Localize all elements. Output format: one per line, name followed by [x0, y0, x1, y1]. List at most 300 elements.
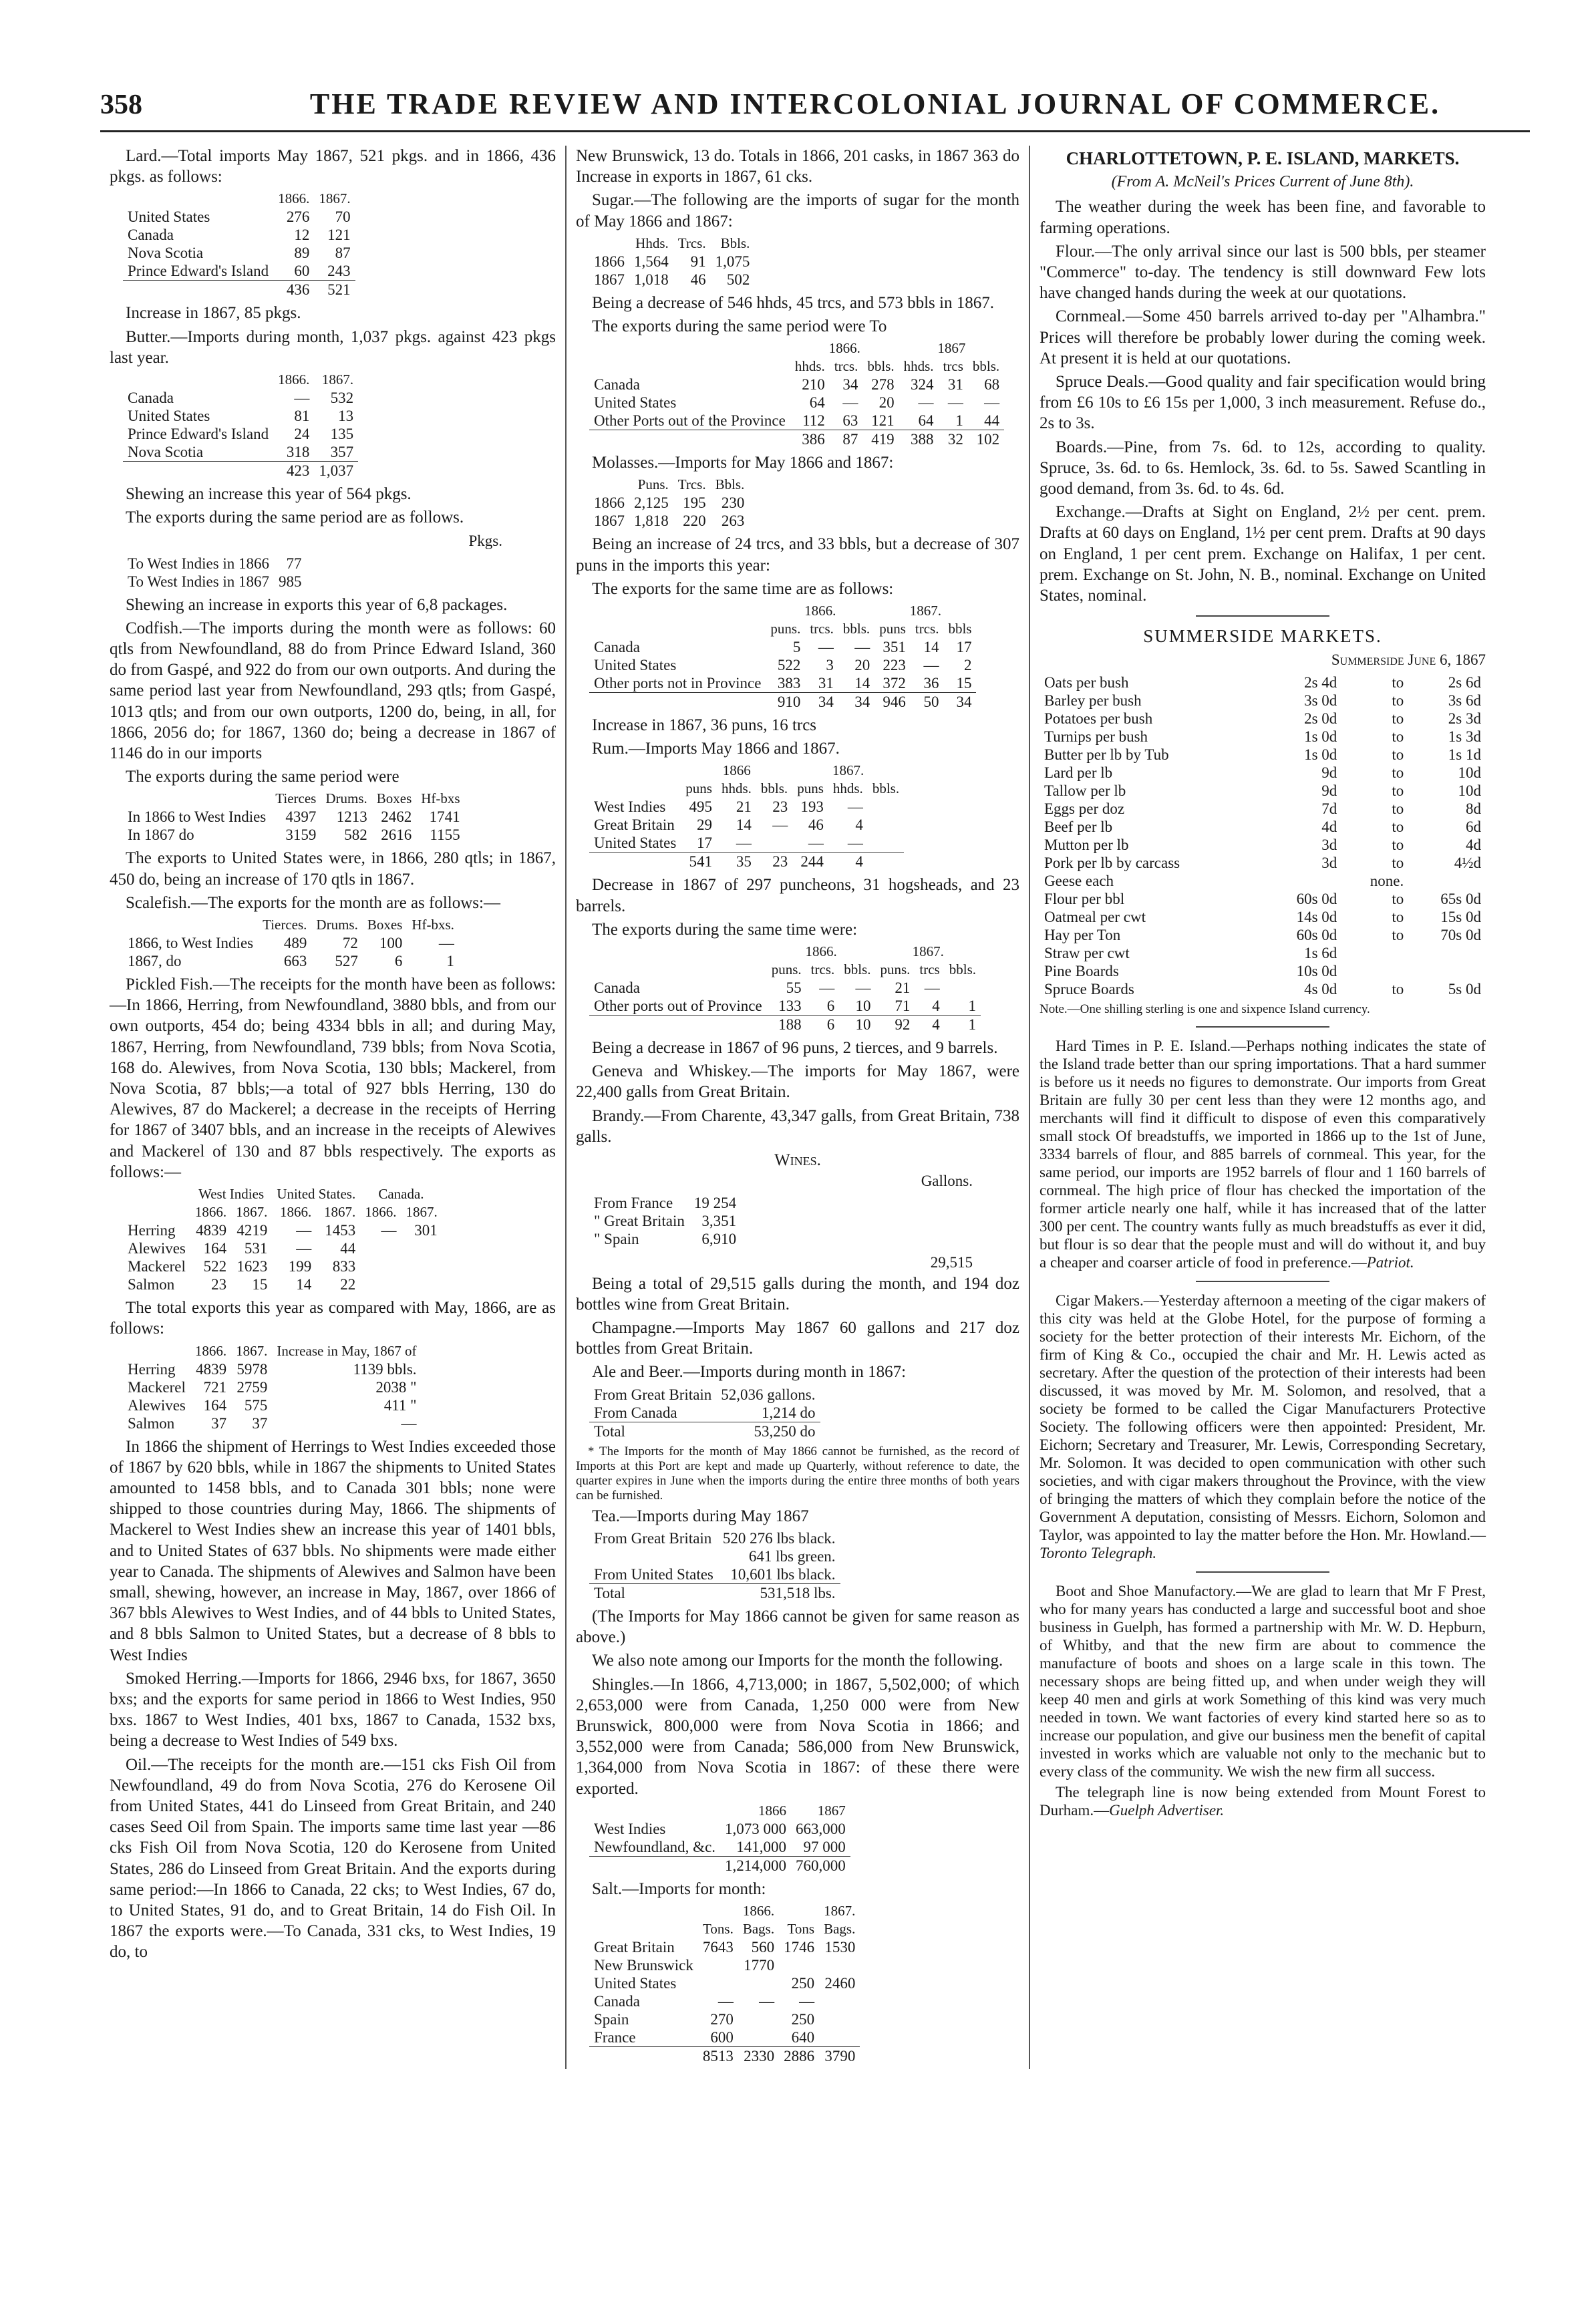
table-row [589, 1820, 850, 1838]
table-header [123, 190, 355, 208]
table-row-cell: Canada [594, 1992, 640, 2010]
table-group-header [589, 602, 976, 620]
table-row-cell: Pork per lb by carcass [1044, 854, 1180, 871]
table-row-cell: 23 [211, 1276, 227, 1293]
table-row [1040, 818, 1486, 836]
table-header [589, 1802, 850, 1820]
table-row-cell: Barley per bush [1044, 691, 1142, 709]
table-row [1040, 691, 1486, 710]
table-total [589, 2046, 860, 2065]
table-row-cell: 100 [379, 935, 403, 952]
table-header-cell: Drums. [325, 790, 367, 807]
table-row-cell: — [799, 1992, 815, 2010]
table-row-cell: Canada [128, 390, 174, 407]
table-row-cell: United States [594, 394, 677, 412]
table-row-cell: 243 [327, 263, 351, 280]
table-row-cell: 560 [751, 1938, 775, 1956]
table-row-cell: From Great Britain [594, 1529, 712, 1547]
table-row-cell: 2462 [381, 808, 412, 826]
table-row-cell: 2616 [381, 826, 412, 844]
wines-title: Wines. [774, 1151, 821, 1170]
table-header-cell: hhds. [794, 358, 825, 375]
table-row-cell: 220 [683, 512, 706, 530]
table-row-cell: Lard per lb [1044, 764, 1113, 781]
table-total-cell: 2886 [779, 2046, 819, 2065]
table-row-cell: 1530 [824, 1938, 856, 1956]
table-row-cell [868, 834, 904, 853]
sugar-decrease: Being a decrease of 546 hhds, 45 trcs, and 573 bbls in 1867. [592, 293, 994, 312]
table-row-cell: to [1392, 926, 1404, 943]
table-row-cell: Turnips per bush [1044, 728, 1148, 745]
table-row-cell: Other ports out of Province [594, 997, 762, 1015]
table-total [123, 462, 358, 480]
table-header-cell [123, 916, 258, 934]
table-total-cell: Total [589, 1422, 716, 1440]
table-row-cell: 2s 4d [1304, 673, 1337, 691]
table-total-cell: 423 [273, 462, 314, 480]
summerside-note: Note.—One shilling sterling is one and sixpence Island currency. [1040, 1001, 1370, 1016]
table-total [589, 430, 1004, 449]
table-row [123, 1275, 442, 1293]
table-total-cell: 3790 [819, 2046, 860, 2065]
table-row-cell [698, 1956, 738, 1974]
table-row-cell: 21 [736, 798, 752, 816]
rum-exports-decrease: Being a decrease in 1867 of 96 puns, 2 tierces, and 9 barrels. [592, 1039, 998, 1058]
cornmeal-paragraph: Cornmeal.—Some 450 barrels arrived to-day per "Alhambra." Prices will therefore be probably lower during the coming week. At present it is held at our quotations. [1040, 307, 1486, 367]
table-row [1040, 872, 1486, 890]
table-row-cell: none. [1370, 872, 1404, 889]
wines-paragraph: Being a total of 29,515 galls during the month, and 194 doz bottles wine from Great Britain. [576, 1274, 1019, 1313]
table-row [589, 494, 749, 512]
table-row-cell: 89 [294, 245, 310, 262]
table-header-cell: Boxes [367, 917, 403, 933]
table-row-cell: Other Ports out of the Province [594, 412, 786, 430]
table-total-cell: 6 [806, 1016, 840, 1034]
table-row-cell: 2038 " [375, 1378, 417, 1396]
table-row-cell: to [1392, 854, 1404, 871]
hard-times-source: Patriot. [1366, 1253, 1414, 1271]
table-row [589, 638, 976, 656]
table-row-cell: 13 [338, 408, 354, 425]
table-row-cell [360, 1257, 401, 1275]
column-middle [565, 146, 1030, 2069]
table-row [589, 1230, 741, 1248]
table-row-cell: 10d [1458, 764, 1481, 781]
table-row-cell: 1 [968, 997, 976, 1015]
table-row-cell: Canada [594, 376, 640, 394]
table-total-cell: 910 [766, 693, 805, 712]
cigar-paragraph [1040, 1291, 1486, 1562]
table-header-cell: puns. [770, 621, 801, 637]
table-row-cell: 10s 0d [1296, 962, 1337, 979]
butter-paragraph: Butter.—Imports during month, 1,037 pkgs. against 423 pkgs last year. [110, 327, 556, 367]
table-row [589, 1547, 840, 1565]
table-row-cell: United States [594, 1974, 677, 1992]
page-number: 358 [100, 90, 142, 120]
table-header-cell [589, 780, 681, 798]
table-row-cell: 37 [211, 1414, 227, 1432]
table-row-cell: 60s 0d [1296, 926, 1337, 943]
cigar-source: Toronto Telegraph. [1040, 1544, 1157, 1561]
hard-times-text: Hard Times in P. E. Island.—Perhaps nothing indicates the state of the Island trade better than our spring importations. That a hard summer is before us it needs no figures to demonstrate. Our imports from Great Britain are fully 30 per cent less than they were 12 months ago, and merchants will find it difficult to dispose of even this comparatively small stock Of breadstuffs, we imported in 1866 up to the 1st of June, 3334 barrels of flour, and 885 barrels of cornmeal. This year, for the same period, our imports are 1952 barrels of flour and 1 160 barrels of cornmeal. The high price of flour has checked the importation of the former article nearly one half, while it has increased that of the latter 300 per cent. The country wants fully as much breadstuffs as ever it did, but flour is so dear that the people must and will do without it, and buy a cheaper and coarser article of food in preference.— [1040, 1037, 1486, 1271]
table-row-cell: 199 [288, 1258, 312, 1275]
butter-increase: Shewing an increase this year of 564 pkgs. [126, 485, 412, 504]
table-row-cell: — [296, 1240, 312, 1257]
table-row [589, 412, 1004, 430]
table-row-cell: to [1392, 691, 1404, 709]
table-row-cell: 1155 [430, 826, 460, 844]
ale-footnote: * The Imports for the month of May 1866 cannot be furnished, as the record of Imports at this Port are kept and made up Quarterly, without reference to date, the quarter expires in June when the imports during the entire three months of both years can be furnished. [576, 1444, 1019, 1503]
table-row [589, 834, 904, 853]
table-row-cell: 63 [842, 412, 858, 430]
table-header-cell [589, 357, 790, 375]
table-row-cell: 531 [244, 1240, 268, 1257]
table-total-cell: 102 [968, 430, 1004, 449]
table-row-cell: 2s 6d [1448, 673, 1481, 691]
table-row-cell: 21 [895, 979, 911, 997]
table-row-cell: to [1392, 782, 1404, 799]
table-row-cell: 46 [690, 271, 706, 288]
table-row-cell: — [855, 979, 871, 997]
table-group-header-cell: 1866. [828, 340, 860, 357]
table-row-cell: — [759, 1992, 775, 2010]
table-row-cell [1408, 962, 1486, 980]
table-row-cell: 210 [802, 376, 825, 394]
table-total-cell: 436 [273, 281, 314, 299]
table-header-cell: Bags. [824, 1920, 856, 1937]
table-row-cell: 71 [895, 997, 911, 1015]
wines-total: 29,515 [930, 1254, 973, 1271]
table-row-cell: 1s 1d [1448, 746, 1481, 763]
table-row-cell [779, 1956, 819, 1974]
summerside-date: Summerside June 6, 1867 [1331, 651, 1486, 669]
table-header-cell [589, 235, 629, 253]
table-row-cell: 70 [335, 208, 351, 226]
table-row-cell: 14 [923, 639, 939, 656]
table-row-cell: 3d [1321, 854, 1337, 871]
table-row-cell: 72 [342, 935, 358, 952]
table-row [589, 1529, 840, 1547]
table-header-cell [589, 1802, 720, 1820]
table-row-cell: 1867 [594, 271, 625, 288]
column-left [100, 146, 565, 2069]
table-row-cell: — [819, 979, 835, 997]
table-row-cell: 640 [791, 2028, 815, 2046]
butter-exports: The exports during the same period are as follows. [126, 508, 464, 527]
table-row [589, 674, 976, 693]
table-row-cell: 1 [446, 953, 454, 970]
table-row [589, 1565, 840, 1584]
table-row [589, 1838, 850, 1857]
table-row [589, 512, 749, 530]
table-header [589, 620, 976, 638]
shingles-table [589, 1802, 850, 1875]
table-row-cell: 87 [335, 245, 351, 262]
molasses-exports-increase: Increase in 1867, 36 puns, 16 trcs [592, 716, 817, 735]
table-row-cell: to [1392, 800, 1404, 817]
table-row-cell: Butter per lb by Tub [1044, 746, 1169, 763]
table-row-cell: Great Britain [594, 816, 675, 834]
table-row [1040, 944, 1486, 962]
table-header-cell: Increase in May, 1867 of [277, 1342, 417, 1359]
table-total-cell: 1 [945, 1016, 981, 1034]
table-row-cell: United States [128, 208, 210, 226]
table-header-cell: 1867. [236, 1204, 268, 1221]
table-row-cell [360, 1239, 401, 1257]
table-header-cell: bbls. [972, 358, 1000, 375]
table-row-cell: From Great Britain [594, 1386, 712, 1403]
table-row-cell: 3159 [285, 826, 317, 844]
table-row-cell: 24 [294, 426, 310, 443]
table-row-cell: 6,910 [701, 1231, 737, 1248]
table-row-cell: 1741 [429, 808, 460, 826]
table-row-cell: Prince Edward's Island [128, 426, 269, 443]
table-total-cell: 92 [875, 1016, 915, 1034]
table-row-cell: " Great Britain [594, 1213, 685, 1230]
table-row [589, 1404, 820, 1422]
table-header-cell: puns [797, 780, 824, 797]
table-row-cell: 1,018 [634, 271, 669, 288]
table-row-cell: 520 276 lbs black. [722, 1529, 836, 1547]
table-row-cell: 121 [327, 226, 351, 244]
table-total-cell [589, 853, 681, 871]
table-row-cell: 2460 [824, 1974, 856, 1992]
table-row [1040, 764, 1486, 782]
table-header-cell: Hf-bxs. [412, 917, 454, 933]
tea-table [589, 1529, 840, 1602]
telegraph-text: The telegraph line is now being extended from Mount Forest to Durham.— [1040, 1783, 1486, 1819]
table-group-header-cell: 1867. [832, 762, 864, 779]
table-row-cell: 263 [721, 512, 745, 530]
lard-table [123, 190, 355, 299]
table-row-cell: to [1392, 764, 1404, 781]
table-header-cell [589, 961, 767, 979]
table-total-cell [589, 430, 790, 449]
table-header [589, 235, 754, 253]
table-total-cell [123, 462, 273, 480]
table-total-cell: 4 [828, 853, 868, 871]
table-row-cell: — [438, 935, 454, 952]
table-row-cell: 17 [956, 639, 972, 656]
table-row-cell: United States [128, 408, 210, 425]
table-row-cell: 250 [791, 1974, 815, 1992]
table-row-cell: 383 [777, 675, 801, 692]
table-row-cell: 14 [854, 675, 870, 692]
table-row-cell: 527 [335, 953, 358, 970]
scalefish-table [123, 916, 459, 970]
table-row-cell [698, 1974, 738, 1992]
charlottetown-title: CHARLOTTETOWN, P. E. ISLAND, MARKETS. [1066, 148, 1460, 168]
table-row-cell: 34 [842, 376, 858, 394]
table-row-cell: 600 [710, 2028, 734, 2046]
table-row [1040, 890, 1486, 908]
rum-decrease: Decrease in 1867 of 297 puncheons, 31 hogsheads, and 23 barrels. [576, 876, 1019, 915]
boot-shoe-paragraph: Boot and Shoe Manufactory.—We are glad to learn that Mr F Prest, who for many years has conducted a large and successful boot and shoe business in Guelph, has formed a partnership with Mr. W. D. Hepburn, of Whitby, and that the new firm are about to commence the manufacture of boots and shoes on a large scale in this town. The necessary shops are being fitted up, and when under weigh they will keep 40 men and girls at work Something of this kind was very much needed in town. We want factories of every kind started here so as to increase our population, and give our business men the benefit of capital invested in works which are valuable not only to the mechanic but to every class of the community. We wish the new firm all success. [1040, 1582, 1486, 1780]
table-total-cell: 419 [862, 430, 899, 449]
table-row-cell: 230 [721, 494, 745, 512]
table-total-cell: 34 [838, 693, 874, 712]
table-row-cell: to [1392, 818, 1404, 835]
compare-table [123, 1342, 422, 1432]
table-header-cell: 1866. [278, 190, 310, 207]
table-row-cell [1265, 872, 1342, 890]
table-row [589, 1386, 820, 1404]
table-row-cell: Prince Edward's Island [128, 263, 269, 280]
table-row-cell: 15 [252, 1276, 268, 1293]
table-total-cell: 244 [792, 853, 828, 871]
table-row [123, 262, 355, 281]
table-header-cell [123, 371, 273, 389]
table-row-cell: 522 [203, 1258, 227, 1275]
flour-paragraph: Flour.—The only arrival since our last is 500 bbls, per steamer "Commerce" to-day. The tendency is still downward Few lots have changed hands during the week at our quotations. [1040, 242, 1486, 303]
table-row-cell: Geese each [1044, 872, 1114, 889]
table-row [1040, 728, 1486, 746]
table-group-header-cell: 1866. [805, 943, 837, 960]
table-row-cell: Tallow per lb [1044, 782, 1126, 799]
table-total-cell: 32 [939, 430, 968, 449]
table-group-header-cell: United States. [277, 1186, 356, 1203]
table-row-cell: 164 [203, 1240, 227, 1257]
table-row-cell: Mackerel [128, 1378, 186, 1396]
table-row-cell: 31 [947, 376, 963, 394]
table-row-cell: Pine Boards [1044, 962, 1119, 979]
boards-paragraph: Boards.—Pine, from 7s. 6d. to 12s, according to quality. Spruce, 3s. 6d. to 6s. Hemlock, 3s. 6d. to 5s. Sawed Scantling in good demand, from 3s. 6d. to 4s. 6d. [1040, 438, 1486, 498]
table-row-cell: to [1392, 746, 1404, 763]
table-row-cell: 14 [296, 1276, 312, 1293]
table-row-cell: 3,351 [701, 1213, 737, 1230]
table-row-cell [738, 1974, 779, 1992]
table-row-cell: Herring [128, 1360, 176, 1378]
table-row-cell: 721 [203, 1378, 227, 1396]
telegraph-paragraph [1040, 1783, 1486, 1819]
table-row [1040, 782, 1486, 800]
table-row-cell [401, 1257, 442, 1275]
table-row-cell: 1623 [236, 1258, 268, 1275]
table-row [1040, 710, 1486, 728]
table-total-cell: 386 [790, 430, 830, 449]
lard-paragraph: Lard.—Total imports May 1867, 521 pkgs. and in 1866, 436 pkgs. as follows: [110, 147, 556, 186]
table-row [123, 808, 465, 826]
table-row-cell: 17 [696, 834, 712, 852]
table-total-cell: 50 [911, 693, 944, 712]
table-row-cell: — [808, 834, 824, 852]
table-total [589, 1016, 981, 1034]
table-row-cell: 270 [710, 2010, 734, 2028]
table-header-cell: 1867. [323, 1204, 356, 1221]
table-header-cell: Hf-bxs [421, 790, 460, 807]
table-row [589, 816, 904, 834]
table-row [123, 407, 358, 425]
spruce-paragraph: Spruce Deals.—Good quality and fair specification would bring from £6 10s to £6 15s per 1,000, 3 inch measurement. Refuse do., 2s to 3s. [1040, 373, 1486, 433]
cigar-text: Cigar Makers.—Yesterday afternoon a meeting of the cigar makers of this city was held at the Globe Hotel, for the purpose of forming a society for the better protection of their interests Mr. Eichorn, of the firm of King & Co., occupied the chair and Mr. H. Lewis acted as secretary. After the question of the protection of their interests had been discussed, it was moved by Mr. M. Solomon, and resolved, that a society be formed to be called the Cigar Manufacturers Protective Society. The following officers were then appointed: President, Mr. Eichorn; Secretary and Treasurer, Mr. Lewis, Corresponding Secretary, Mr. Solomon. It was decided to open communication with other such societies, and with cigar makers throughout the Province, with the view of bringing the matters of which they complain before the notice of the Government A deputation, consisting of Messrs. Eichorn, Solomon and Taylor, was appointed to lay the matter before the Hon. Mr. Howland.— [1040, 1291, 1486, 1543]
table-row-cell [1408, 944, 1486, 962]
table-row-cell: To West Indies in 1867 [128, 573, 270, 590]
table-row-cell: 663,000 [796, 1820, 846, 1837]
table-row-cell: 663 [283, 953, 307, 970]
summerside-table [1040, 673, 1486, 998]
molasses-table [589, 476, 749, 530]
table-row-cell: 575 [244, 1396, 268, 1414]
table-group-header-cell: 1866. [804, 603, 836, 619]
table-row-cell: 64 [918, 412, 934, 430]
table-row-cell: 4d [1321, 818, 1337, 835]
table-header-cell: trcs. [915, 621, 939, 637]
table-group-header [589, 1902, 860, 1920]
table-total-cell [868, 853, 904, 871]
table-row-cell: to [1392, 890, 1404, 907]
table-row-cell: 29 [696, 816, 712, 834]
table-row [123, 1396, 422, 1414]
table-row-cell: 495 [689, 798, 712, 816]
table-row [589, 979, 981, 997]
table-total-cell: 541 [681, 853, 717, 871]
table-header-cell: bbls. [867, 358, 895, 375]
table-row-cell: " Spain [594, 1231, 639, 1248]
table-row-cell: 5978 [236, 1360, 268, 1378]
table-row-cell [1408, 872, 1486, 890]
summerside-title: SUMMERSIDE MARKETS. [1143, 626, 1382, 647]
wines-unit: Gallons. [921, 1173, 973, 1190]
table-row-cell: 46 [808, 816, 824, 834]
table-row [1040, 854, 1486, 872]
table-row-cell: 641 lbs green. [748, 1547, 836, 1565]
table-row-cell [819, 1956, 860, 1974]
table-total-cell [589, 693, 766, 712]
table-row-cell: 2759 [236, 1378, 268, 1396]
table-header-cell: hhds. [832, 780, 863, 797]
table-row-cell: 324 [911, 376, 934, 394]
table-row-cell: 68 [984, 376, 1000, 394]
table-row-cell: 44 [984, 412, 1000, 430]
table-header-cell: puns [685, 780, 712, 797]
table-header-cell: 1866. [278, 371, 310, 388]
table-row-cell: 6d [1466, 818, 1481, 835]
sugar-paragraph: Sugar.—The following are the imports of sugar for the month of May 1866 and 1867: [576, 191, 1019, 230]
table-row-cell: 6 [826, 997, 835, 1015]
table-header [123, 371, 358, 389]
butter-exports-table [123, 555, 307, 591]
table-row-cell: 502 [726, 271, 750, 288]
table-total-cell: 35 [717, 853, 756, 871]
table-row-cell: Great Britain [594, 1938, 675, 1956]
table-header-cell: trcs. [834, 358, 858, 375]
table-header-cell: 1867. [236, 1342, 268, 1359]
table-row-cell: 112 [802, 412, 825, 430]
table-row-cell: — [717, 1992, 734, 2010]
table-header [123, 916, 459, 934]
brandy-paragraph: Brandy.—From Charente, 43,347 galls, from Great Britain, 738 galls. [576, 1106, 1019, 1146]
table-row-cell: 4397 [285, 808, 317, 826]
table-row-cell: Straw per cwt [1044, 944, 1130, 961]
table-total-cell: 521 [314, 281, 355, 299]
table-row-cell: Salmon [128, 1276, 175, 1293]
table-row-cell: 1s 6d [1304, 944, 1337, 961]
table-row [589, 997, 981, 1016]
table-total [589, 853, 904, 871]
champagne-paragraph: Champagne.—Imports May 1867 60 gallons and 217 doz bottles from Great Britain. [576, 1319, 1019, 1358]
table-row [123, 1239, 442, 1257]
table-row-cell: — [918, 394, 934, 412]
table-row [123, 1221, 442, 1239]
table-row [589, 1212, 741, 1230]
table-total [123, 281, 355, 299]
table-group-header [589, 943, 981, 961]
table-row-cell: 1,214 do [762, 1404, 816, 1421]
table-header-cell: 1867. [319, 190, 351, 207]
table-header-cell [589, 476, 629, 494]
molasses-increase: Being an increase of 24 trcs, and 33 bbls, but a decrease of 307 puns in the imports this year: [576, 535, 1019, 575]
table-row-cell: 278 [871, 376, 895, 394]
